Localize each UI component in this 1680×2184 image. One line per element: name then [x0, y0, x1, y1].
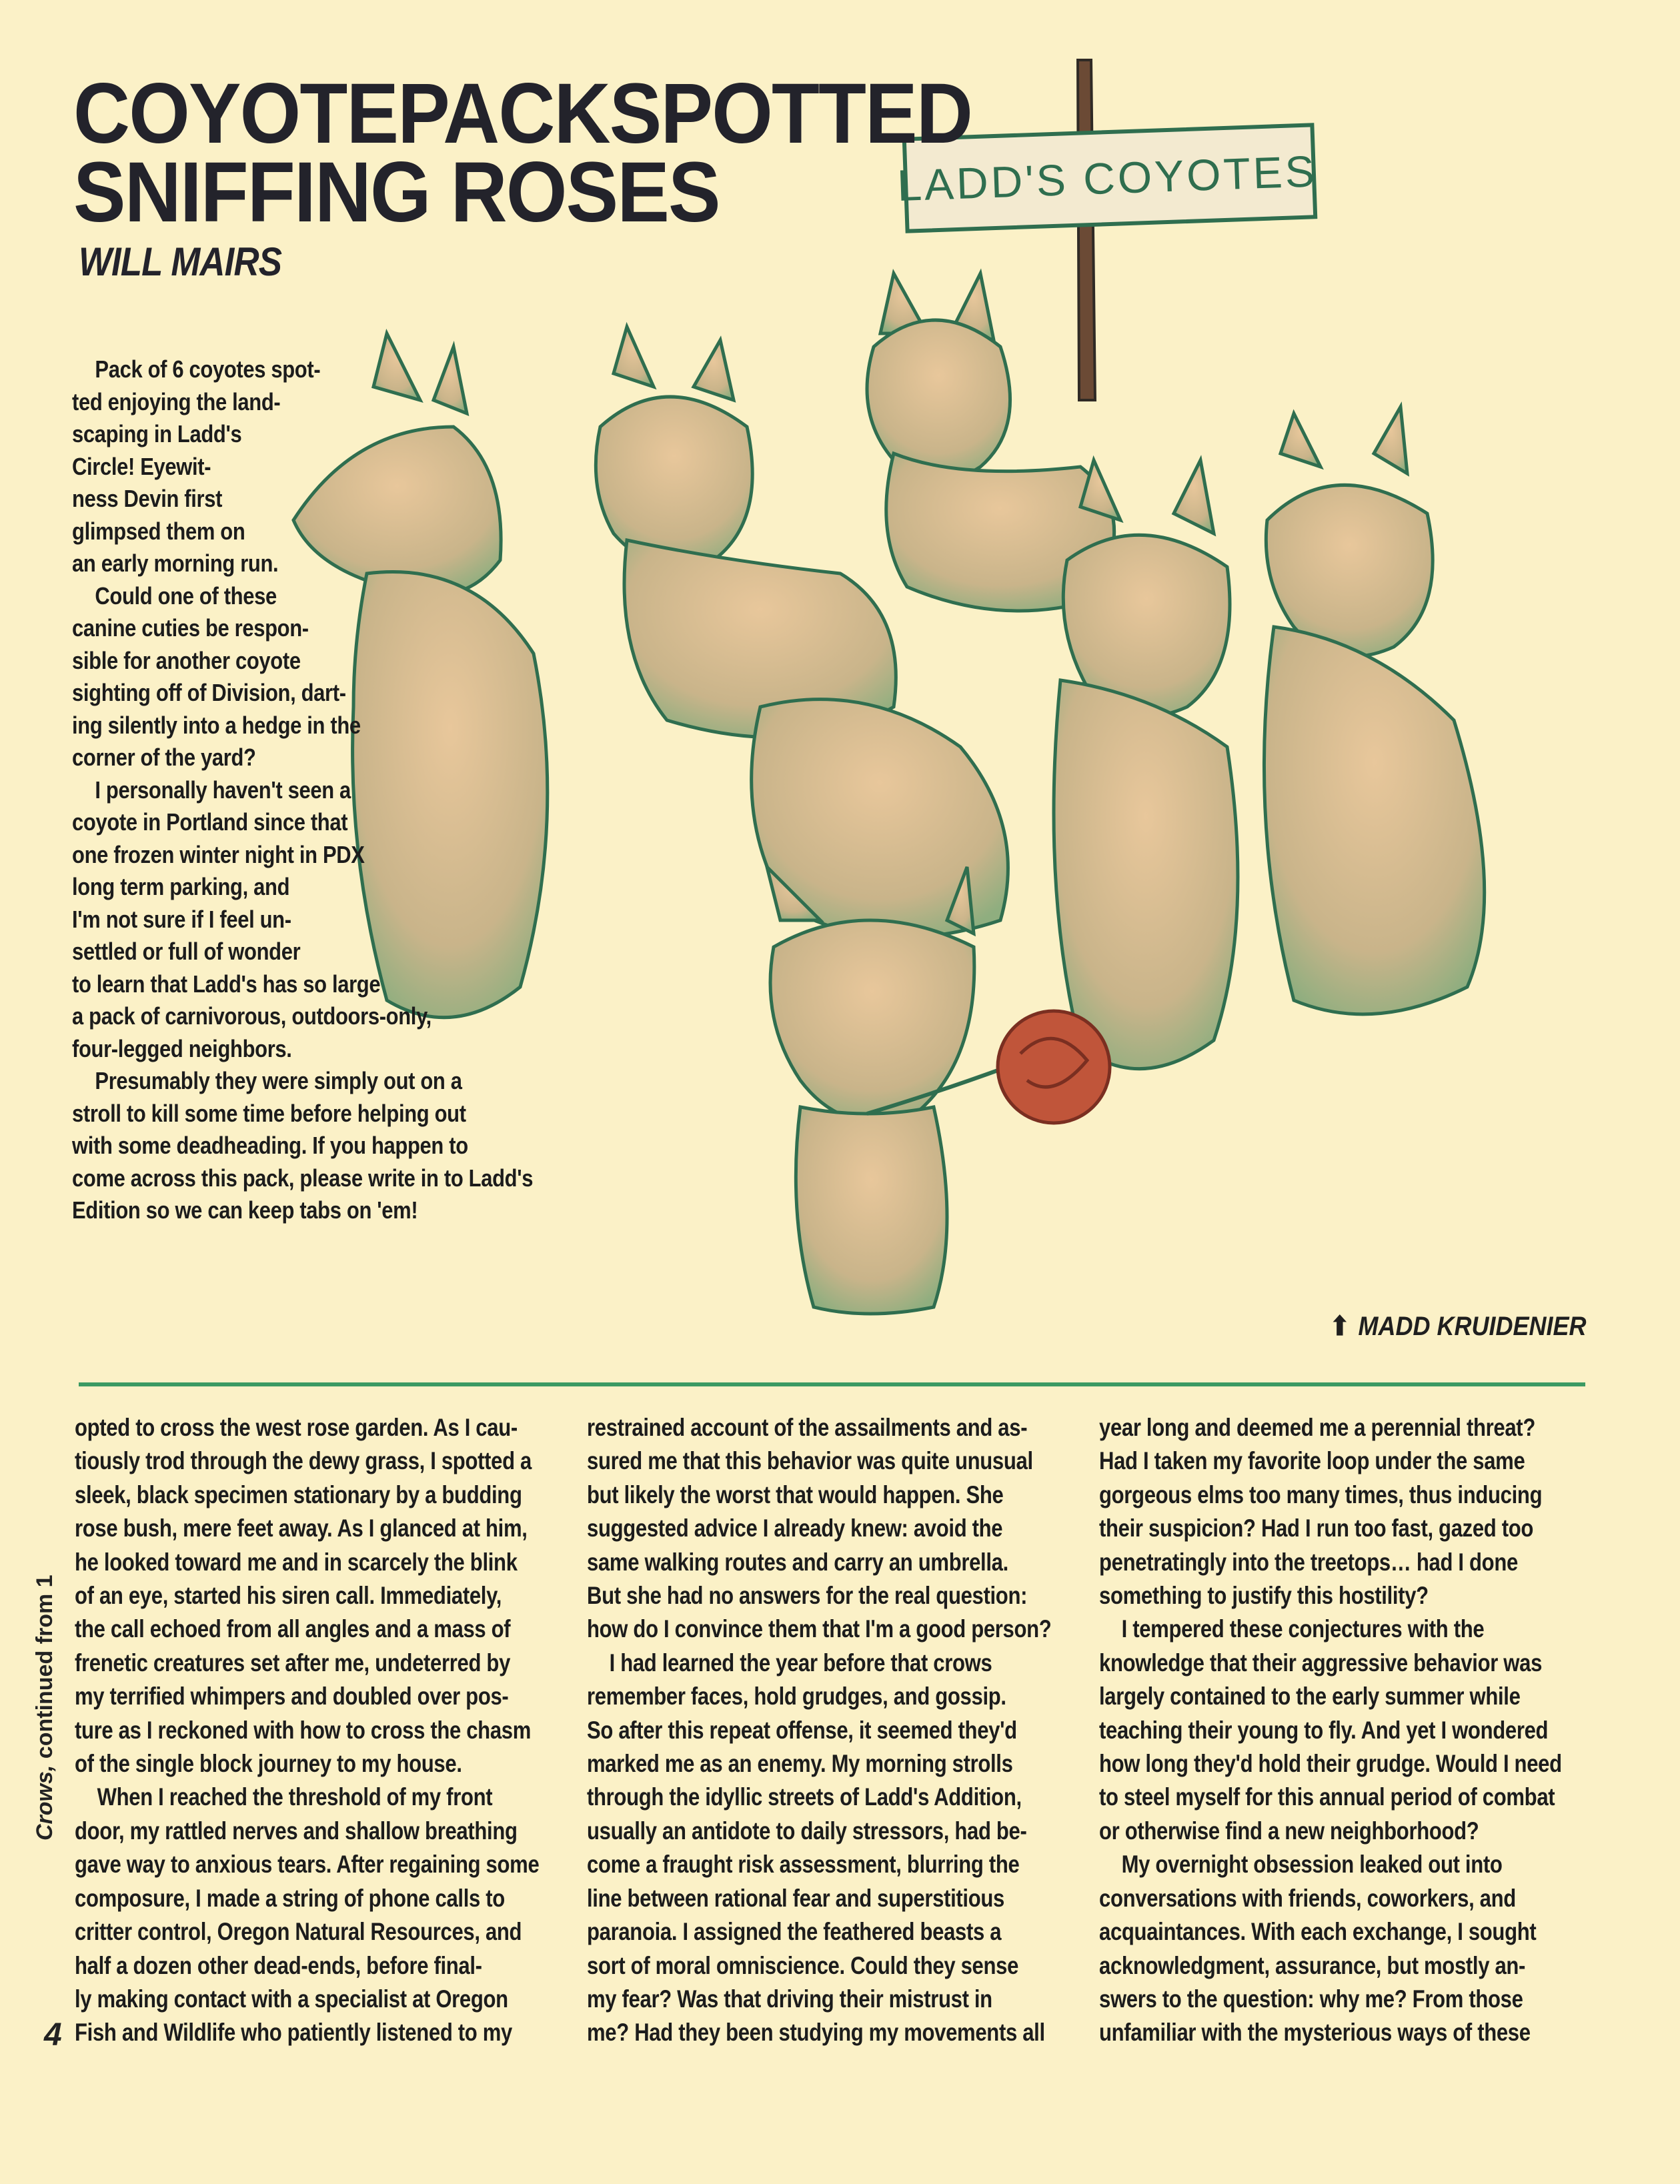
continued-prefix: Crows,	[32, 1765, 57, 1841]
article-line: settled or full of wonder	[72, 938, 301, 965]
column-line: line between rational fear and superstitious	[587, 1884, 1004, 1912]
column-line: tiously trod through the dewy grass, I spotted a	[75, 1447, 532, 1475]
column-line: sort of moral omniscience. Could they sense	[587, 1951, 1019, 1979]
column-line: sleek, black specimen stationary by a budding	[75, 1480, 522, 1508]
article-line: ing silently into a hedge in the	[72, 711, 361, 739]
article-line: ted enjoying the land-	[72, 387, 281, 415]
article-line: Pack of 6 coyotes spot-	[95, 355, 321, 383]
column-line: frenetic creatures set after me, undeterred by	[75, 1649, 511, 1677]
column-line: paranoia. I assigned the feathered beasts a	[587, 1918, 1002, 1946]
column-line: acquaintances. With each exchange, I sought	[1099, 1918, 1537, 1946]
column-line: me? Had they been studying my movements all	[587, 2019, 1045, 2047]
column-line: come a fraught risk assessment, blurring the	[587, 1851, 1020, 1879]
article-line: one frozen winter night in PDX	[72, 840, 365, 868]
article-line: Circle! Eyewit-	[72, 452, 211, 480]
column-line: marked me as an enemy. My morning strolls	[587, 1750, 1013, 1778]
column-line: knowledge that their aggressive behavior was	[1099, 1649, 1543, 1677]
column-line: year long and deemed me a perennial threat?	[1099, 1414, 1535, 1441]
headline-word: COYOTE	[73, 66, 398, 161]
column-line: penetratingly into the treetops… had I done	[1099, 1548, 1518, 1576]
byline: WILL MAIRS	[79, 239, 282, 284]
top-article-body	[72, 353, 608, 1227]
column-line: So after this repeat offense, it seemed they'd	[587, 1716, 1017, 1744]
column-line: Fish and Wildlife who patiently listened to my	[75, 2019, 513, 2047]
column-line: their suspicion? Had I run too fast, gazed too	[1099, 1514, 1534, 1542]
article-line: I personally haven't seen a	[95, 776, 351, 804]
column-line: rose bush, mere feet away. As I glanced at him,	[75, 1514, 528, 1542]
article-line: coyote in Portland since that	[72, 808, 348, 836]
article-line: I'm not sure if I feel un-	[72, 905, 291, 933]
column-line: acknowledgment, assurance, but mostly an-	[1099, 1951, 1526, 1979]
column-line: I had learned the year before that crows	[609, 1649, 992, 1677]
column-line: restrained account of the assailments and as-	[587, 1414, 1028, 1441]
column-line: same walking routes and carry an umbrella.	[587, 1548, 1008, 1576]
article-line: stroll to kill some time before helping out	[72, 1099, 466, 1127]
section-divider	[79, 1382, 1585, 1386]
column-line: of an eye, started his siren call. Immediately,	[75, 1582, 502, 1610]
article-line: with some deadheading. If you happen to	[72, 1132, 468, 1159]
article-line: sible for another coyote	[72, 646, 301, 674]
column-line: door, my rattled nerves and shallow breathing	[75, 1817, 518, 1845]
column-line: half a dozen other dead-ends, before final-	[75, 1951, 482, 1979]
column-line: suggested advice I already knew: avoid the	[587, 1514, 1003, 1542]
article-line: long term parking, and	[72, 873, 290, 900]
coyote-far-right	[1264, 407, 1484, 1014]
article-line: scaping in Ladd's	[72, 420, 242, 447]
continued-label	[32, 1574, 58, 1841]
article-line: four-legged neighbors.	[72, 1034, 292, 1062]
column-line: conversations with friends, coworkers, and	[1099, 1884, 1516, 1912]
continued-text: continued from 1	[32, 1574, 57, 1765]
headline-word: PACK	[397, 66, 610, 161]
sign-text: LADD'S COYOTES	[896, 146, 1318, 211]
headline-word: SPOTTED	[609, 66, 972, 161]
column-line: unfamiliar with the mysterious ways of these	[1099, 2019, 1531, 2047]
column-line: usually an antidote to daily stressors, had be-	[587, 1817, 1027, 1845]
column-line: Had I taken my favorite loop under the same	[1099, 1447, 1525, 1475]
column-line: through the idyllic streets of Ladd's Addition,	[587, 1783, 1022, 1811]
article-column-2	[587, 1411, 1140, 2050]
article-line: Presumably they were simply out on a	[95, 1067, 462, 1094]
article-line: corner of the yard?	[72, 744, 256, 771]
article-line: a pack of carnivorous, outdoors-only,	[72, 1002, 432, 1030]
column-line: how do I convince them that I'm a good person?	[587, 1615, 1052, 1643]
article-line: Edition so we can keep tabs on 'em!	[72, 1196, 418, 1224]
column-line: opted to cross the west rose garden. As I cau-	[75, 1414, 518, 1441]
up-arrow-icon: ⬆	[1330, 1312, 1351, 1341]
coyote-center-left	[596, 327, 896, 738]
column-line: ly making contact with a specialist at Oregon	[75, 1985, 508, 2013]
column-line: ture as I reckoned with how to cross the chasm	[75, 1716, 532, 1744]
coyote-right-center	[1054, 460, 1238, 1069]
column-line: But she had no answers for the real question:	[587, 1582, 1028, 1610]
column-line: gave way to anxious tears. After regaining some	[75, 1851, 540, 1879]
headline-line-2: SNIFFING ROSES	[73, 145, 720, 240]
article-column-1	[75, 1411, 628, 2050]
column-line: composure, I made a string of phone calls to	[75, 1884, 505, 1912]
article-column-3	[1099, 1411, 1650, 2050]
column-line: sured me that this behavior was quite unusual	[587, 1447, 1033, 1475]
column-line: largely contained to the early summer while	[1099, 1683, 1521, 1711]
article-line: an early morning run.	[72, 550, 279, 577]
column-line: something to justify this hostility?	[1099, 1582, 1429, 1610]
column-line: how long they'd hold their grudge. Would I need	[1099, 1750, 1562, 1778]
column-line: he looked toward me and in scarcely the blink	[75, 1548, 518, 1576]
article-line: to learn that Ladd's has so large	[72, 970, 381, 998]
page-number: 4	[44, 2017, 62, 2053]
column-line: gorgeous elms too many times, thus inducing	[1099, 1480, 1543, 1508]
article-line: ness Devin first	[72, 485, 223, 512]
column-line: critter control, Oregon Natural Resources, and	[75, 1918, 522, 1946]
column-line: my terrified whimpers and doubled over pos-	[75, 1683, 509, 1711]
column-line: to steel myself for this annual period of combat	[1099, 1783, 1555, 1811]
column-line: the call echoed from all angles and a mass of	[75, 1615, 511, 1643]
column-line: I tempered these conjectures with the	[1121, 1615, 1485, 1643]
credit-name: MADD KRUIDENIER	[1359, 1312, 1587, 1341]
headline-line-1	[73, 66, 972, 161]
article-line: Could one of these	[95, 582, 277, 610]
column-line: but likely the worst that would happen. She	[587, 1480, 1004, 1508]
article-line: canine cuties be respon-	[72, 614, 309, 642]
column-line: remember faces, hold grudges, and gossip.	[587, 1683, 1006, 1711]
article-line: come across this pack, please write in to Ladd's	[72, 1164, 534, 1192]
article-line: glimpsed them on	[72, 517, 245, 545]
column-line: My overnight obsession leaked out into	[1121, 1851, 1503, 1879]
column-line: swers to the question: why me? From those	[1099, 1985, 1523, 2013]
column-line: or otherwise find a new neighborhood?	[1099, 1817, 1479, 1845]
column-line: teaching their young to fly. And yet I wondered	[1099, 1716, 1549, 1744]
illustration-credit	[1330, 1311, 1587, 1342]
headline	[73, 66, 972, 240]
column-line: my fear? Was that driving their mistrust in	[587, 1985, 992, 2013]
column-line: of the single block journey to my house.	[75, 1750, 462, 1778]
article-line: sighting off of Division, dart-	[72, 679, 346, 706]
column-line: When I reached the threshold of my front	[97, 1783, 493, 1811]
